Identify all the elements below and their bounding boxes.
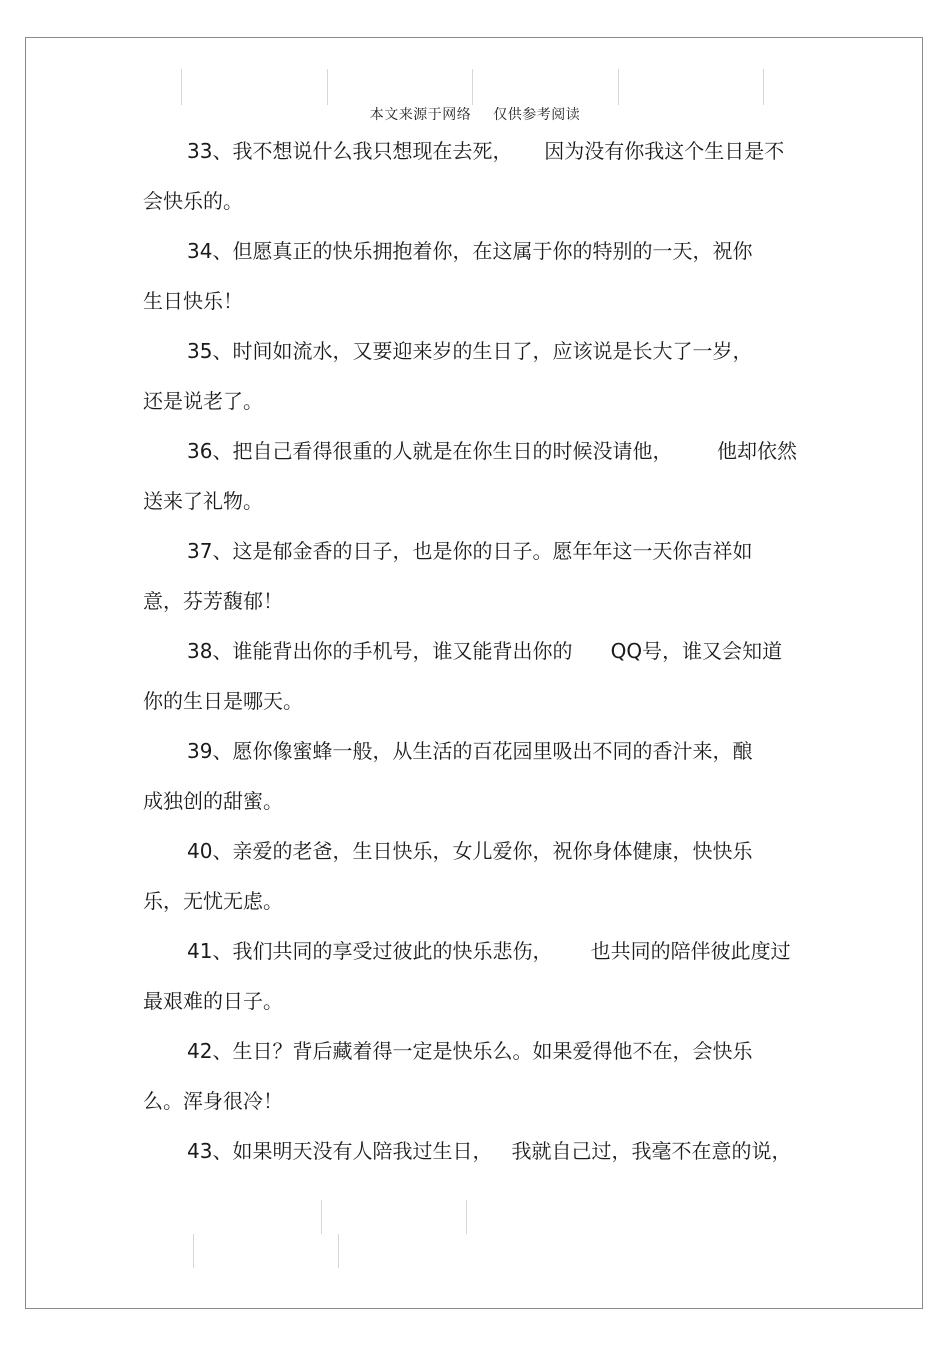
bottom-divider-line	[321, 1200, 322, 1234]
top-divider-line	[472, 69, 473, 105]
top-divider-line	[327, 69, 328, 105]
paragraph-first-line: 41、我们共同的享受过彼此的快乐悲伤， 也共同的陪伴彼此度过	[187, 939, 791, 963]
top-divider-line	[763, 69, 764, 105]
top-divider-line	[181, 69, 182, 105]
paragraph-first-line: 37、这是郁金香的日子，也是你的日子。愿年年这一天你吉祥如	[187, 539, 753, 563]
paragraph-first-line: 39、愿你像蜜蜂一般，从生活的百花园里吸出不同的香汁来，酿	[187, 739, 753, 763]
reference-note: 仅供参考阅读	[493, 107, 581, 123]
paragraph-first-line: 35、时间如流水，又要迎来岁的生日了，应该说是长大了一岁，	[187, 339, 753, 363]
paragraph-first-line: 43、如果明天没有人陪我过生日， 我就自己过，我毫不在意的说，	[187, 1139, 792, 1163]
paragraph-first-line: 38、谁能背出你的手机号，谁又能背出你的 QQ号，谁又会知道	[187, 639, 783, 663]
bottom-divider-line	[193, 1234, 194, 1268]
paragraph-continuation-line: 送来了礼物。	[143, 489, 263, 513]
paragraph-first-line: 42、生日？背后藏着得一定是快乐么。如果爱得他不在，会快乐	[187, 1039, 753, 1063]
paragraph-continuation-line: 还是说老了。	[143, 389, 263, 413]
paragraph-continuation-line: 么。浑身很冷！	[143, 1089, 283, 1113]
paragraph-continuation-line: 意，芬芳馥郁！	[143, 589, 283, 613]
paragraph-continuation-line: 最艰难的日子。	[143, 989, 283, 1013]
paragraph-continuation-line: 成独创的甜蜜。	[143, 789, 283, 813]
paragraph-first-line: 36、把自己看得很重的人就是在你生日的时候没请他， 他却依然	[187, 439, 797, 463]
source-note: 本文来源于网络	[369, 107, 472, 123]
page-border	[25, 37, 923, 1309]
bottom-divider-line	[466, 1200, 467, 1234]
top-divider-line	[618, 69, 619, 105]
paragraph-first-line: 34、但愿真正的快乐拥抱着你，在这属于你的特别的一天，祝你	[187, 239, 753, 263]
paragraph-first-line: 33、我不想说什么我只想现在去死， 因为没有你我这个生日是不	[187, 139, 785, 163]
bottom-divider-line	[338, 1234, 339, 1268]
header-note	[0, 104, 950, 124]
paragraph-continuation-line: 乐，无忧无虑。	[143, 889, 283, 913]
paragraph-first-line: 40、亲爱的老爸，生日快乐，女儿爱你，祝你身体健康，快快乐	[187, 839, 753, 863]
paragraph-continuation-line: 生日快乐！	[143, 289, 243, 313]
paragraph-continuation-line: 会快乐的。	[143, 189, 243, 213]
paragraph-continuation-line: 你的生日是哪天。	[143, 689, 303, 713]
